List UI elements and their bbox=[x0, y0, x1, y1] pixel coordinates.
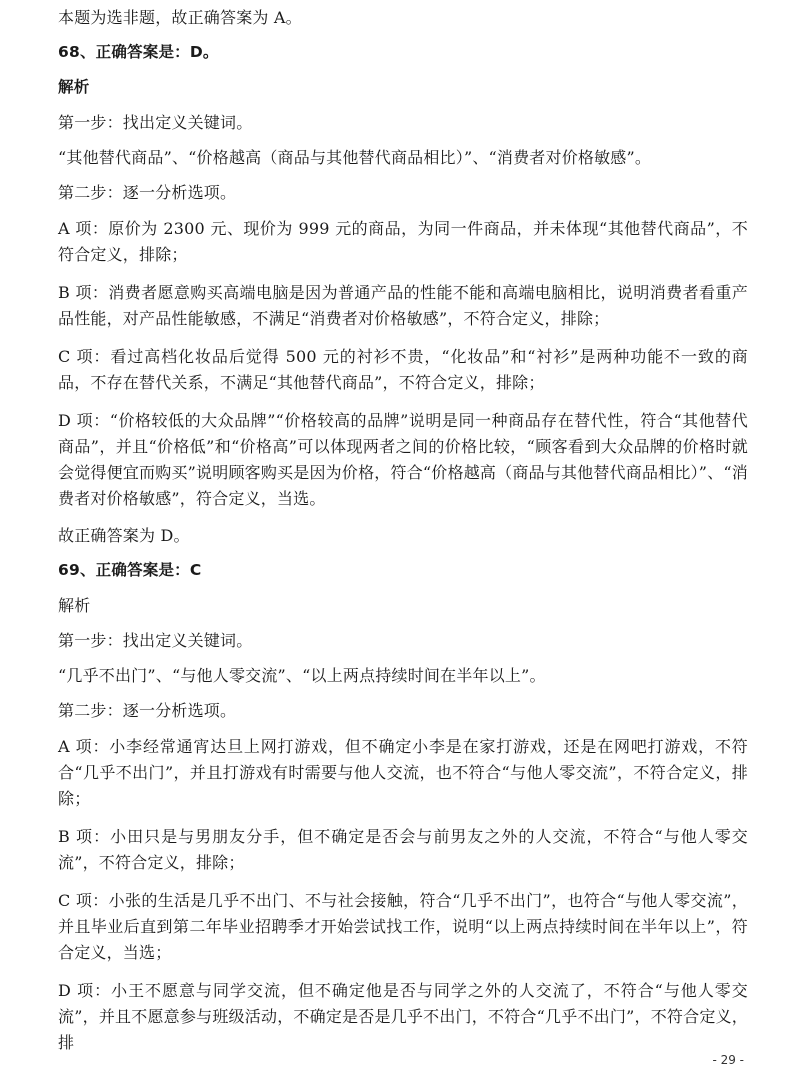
option-b-68: B 项：消费者愿意购买高端电脑是因为普通产品的性能不能和高端电脑相比，说明消费者看重产品性能，对产品性能敏感，不满足“消费者对价格敏感”，不符合定义，排除； bbox=[58, 283, 748, 328]
keywords-69: “几乎不出门”、“与他人零交流”、“以上两点持续时间在半年以上”。 bbox=[58, 666, 546, 685]
paragraph-conclusion-67: 本题为选非题，故正确答案为 A。 bbox=[58, 8, 302, 27]
document-body bbox=[58, 6, 748, 1068]
option-d-68: D 项：“价格较低的大众品牌”“价格较高的品牌”说明是同一种商品存在替代性，符合“其他替代商品”，并且“价格低”和“价格高”可以体现两者之间的价格比较，“顾客看到大众品牌的价格时就会觉得便宜而购买”说明顾客购买是因为价格，符合“价格越高（商品与其他替代商品相比）”、“消费者对价格敏感”，符合定义，当选。 bbox=[58, 411, 748, 508]
option-a-68: A 项：原价为 2300 元、现价为 999 元的商品，为同一件商品，并未体现“其他替代商品”，不符合定义，排除； bbox=[58, 219, 748, 264]
analysis-label-68: 解析 bbox=[58, 78, 90, 96]
keywords-68: “其他替代商品”、“价格越高（商品与其他替代商品相比）”、“消费者对价格敏感”。 bbox=[58, 148, 652, 167]
option-d-69: D 项：小王不愿意与同学交流，但不确定他是否与同学之外的人交流了，不符合“与他人零交流”，并且不愿意参与班级活动，不确定是否是几乎不出门，不符合“几乎不出门”，不符合定义，排 bbox=[58, 981, 748, 1052]
option-b-69: B 项：小田只是与男朋友分手，但不确定是否会与前男友之外的人交流，不符合“与他人零交流”，不符合定义，排除； bbox=[58, 827, 748, 872]
page-number: - 29 - bbox=[712, 1053, 744, 1067]
answer-heading-68: 68、正确答案是：D。 bbox=[58, 43, 219, 61]
option-a-69: A 项：小李经常通宵达旦上网打游戏，但不确定小李是在家打游戏，还是在网吧打游戏，不符合“几乎不出门”，并且打游戏有时需要与他人交流，也不符合“与他人零交流”，不符合定义，排除； bbox=[58, 737, 748, 808]
option-c-68: C 项：看过高档化妆品后觉得 500 元的衬衫不贵，“化妆品”和“衬衫”是两种功能不一致的商品，不存在替代关系，不满足“其他替代商品”，不符合定义，排除； bbox=[58, 347, 748, 392]
analysis-label-69: 解析 bbox=[58, 596, 91, 615]
step-one-68: 第一步：找出定义关键词。 bbox=[58, 113, 253, 132]
option-c-69: C 项：小张的生活是几乎不出门、不与社会接触，符合“几乎不出门”，也符合“与他人零交流”，并且毕业后直到第二年毕业招聘季才开始尝试找工作，说明“以上两点持续时间在半年以上”，符合定义，当选； bbox=[58, 891, 748, 962]
step-one-69: 第一步：找出定义关键词。 bbox=[58, 631, 253, 650]
conclusion-68: 故正确答案为 D。 bbox=[58, 526, 190, 545]
step-two-68: 第二步：逐一分析选项。 bbox=[58, 183, 237, 202]
answer-heading-69: 69、正确答案是：C bbox=[58, 561, 202, 579]
step-two-69: 第二步：逐一分析选项。 bbox=[58, 701, 237, 720]
